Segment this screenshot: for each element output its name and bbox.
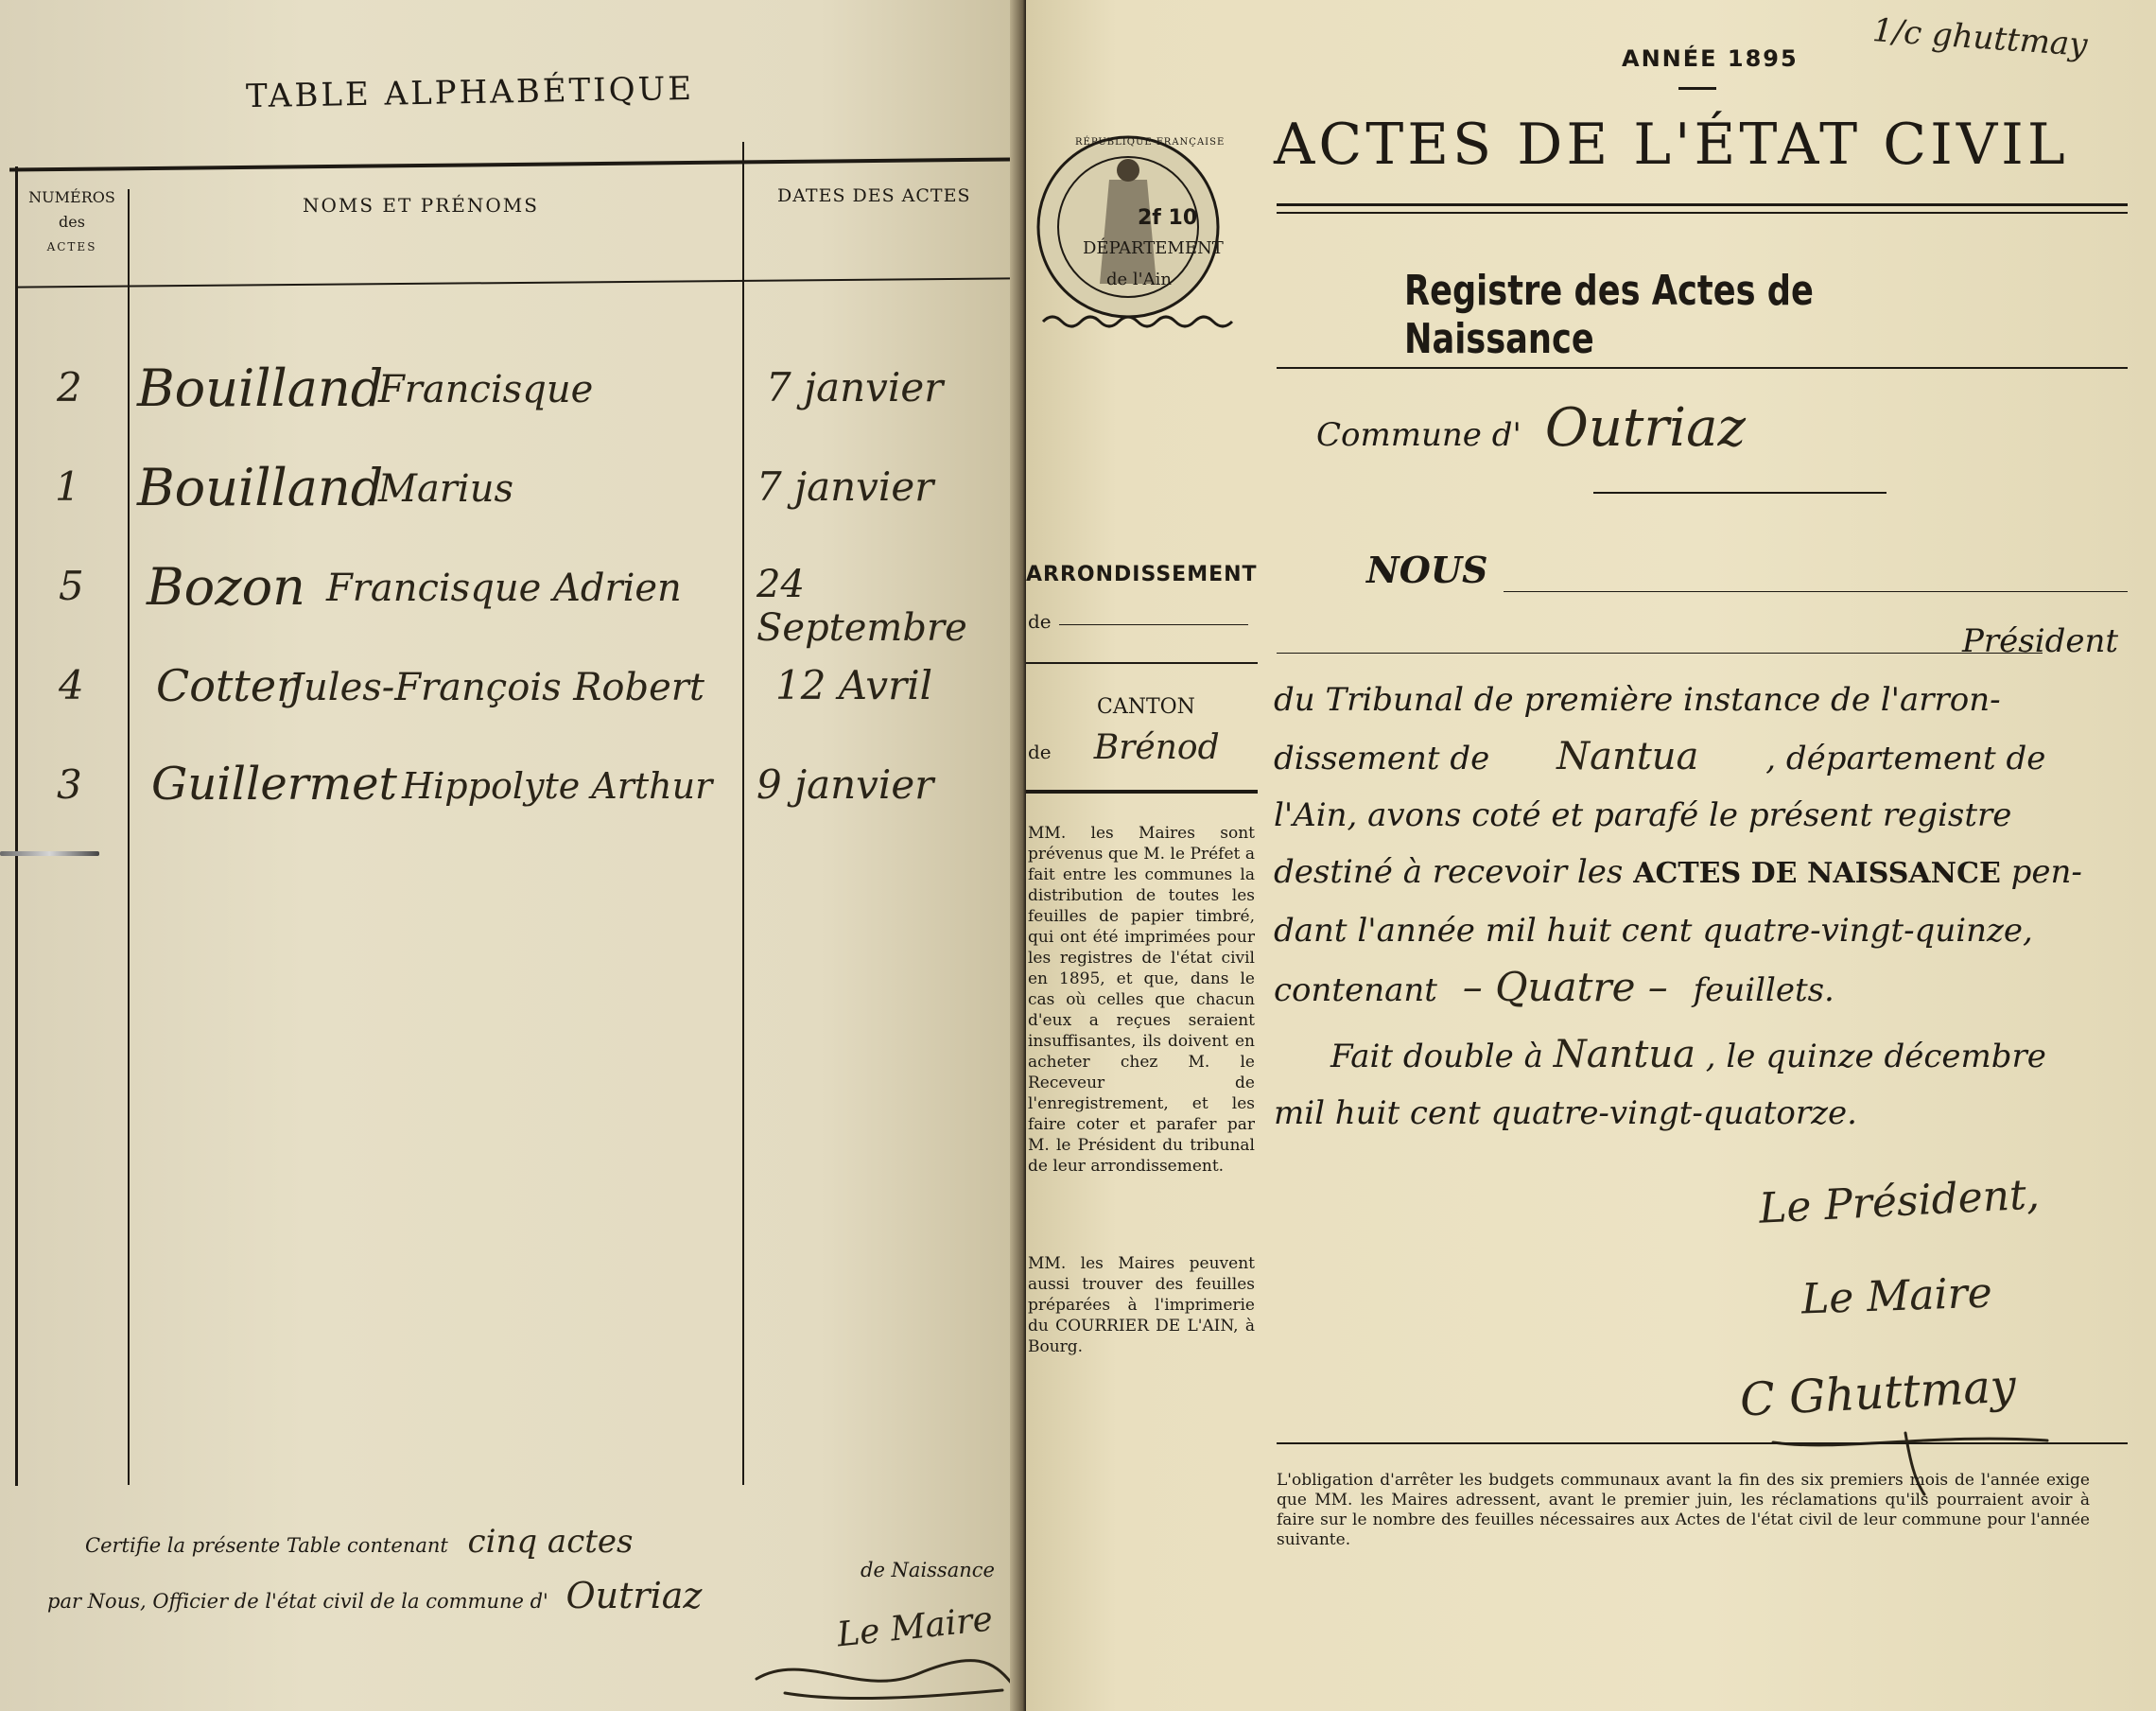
row-prenoms: Francisque [378, 368, 594, 411]
body-fait-lieu: Nantua [1553, 1033, 1695, 1076]
row-date: 9 janvier [756, 761, 934, 808]
stamp-of: de l'Ain [1106, 270, 1172, 289]
header-rule [17, 277, 1012, 288]
year-heading: ANNÉE 1895 [1622, 45, 1799, 72]
row-date: 12 Avril [775, 662, 933, 708]
row-date: 7 janvier [756, 463, 934, 510]
certify-line-2: par Nous, Officier de l'état civil de la commune d' Outriaz [47, 1575, 703, 1616]
arrondissement-label: ARRONDISSEMENT [1026, 563, 1258, 586]
body-arrondissement: Nantua [1556, 735, 1699, 778]
table-title: TABLE ALPHABÉTIQUE [245, 69, 695, 116]
row-prenoms: Hippolyte Arthur [402, 765, 713, 807]
row-nom: Bouilland [137, 358, 384, 418]
commune-value: Outriaz [1544, 397, 1746, 459]
nous-label: NOUS [1366, 549, 1488, 591]
row-prenoms: Marius [378, 467, 514, 511]
subtitle-rule [1277, 367, 2128, 369]
signature-president: Le Président, [1757, 1170, 2041, 1233]
president-line [1277, 653, 2043, 654]
col-header-dates: DATES DES ACTES [777, 185, 971, 206]
col-header-numeros: NUMÉROS des ACTES [28, 188, 115, 253]
sidebar-rule-1 [1026, 662, 1258, 664]
top-handwritten-note: 1/c ghuttmay [1870, 11, 2089, 64]
year-rule [1678, 87, 1716, 90]
row-prenoms: Francisque Adrien [326, 567, 682, 610]
commune-underline [1593, 492, 1886, 494]
main-title: ACTES DE L'ÉTAT CIVIL [1274, 112, 2069, 178]
signature-maire: Le Maire [1800, 1268, 1993, 1324]
table-row [0, 662, 1012, 728]
needle-icon [0, 851, 99, 856]
footer-notice: L'obligation d'arrêter les budgets communaux avant la fin des six premiers mois de l'année exige que MM. les Maires adressent, avant le premier juin, les réclamations qu'ils pourraient avoir à faire sur le nombre des feuilles nécessaires aux Actes de l'état civil de leur commune pour l'année suivante. [1277, 1471, 2090, 1549]
canton-row: de Brénod [1028, 728, 1220, 767]
register-subtitle: Registre des Actes de Naissance [1404, 267, 1814, 363]
mayor-signature: Le Maire [835, 1599, 995, 1655]
signature-clerk: C Ghuttmay [1738, 1359, 2018, 1427]
row-num: 2 [57, 364, 82, 410]
sidebar-notice-2: MM. les Maires peuvent aussi trouver des feuilles préparées à l'imprimerie du COURRIER DE L'AIN, à Bourg. [1028, 1254, 1255, 1356]
row-prenoms: Jules-François Robert [288, 666, 704, 709]
certify-commune: Outriaz [565, 1575, 703, 1616]
table-row [0, 458, 1012, 530]
signature-flourish-icon [747, 1641, 1021, 1707]
body-text: du Tribunal de première instance de l'arron- dissement de Nantua , département de l'Ain, avons coté et parafé le présent registre destiné à recevoir les ACTES DE NAISSANCE pen- dant l'année mil huit cent quatre-vingt-quinze, contenant – Quatre – feuillets. Fait double à Nantua , le quinze décembre mil huit cent quatre-vingt-quatorze. [1274, 681, 2082, 1132]
title-rule-2 [1277, 212, 2128, 214]
right-page [1026, 0, 2156, 1711]
arrondissement-de: de [1028, 610, 1052, 633]
president-label: Président [1962, 622, 2119, 660]
arrondissement-line [1059, 624, 1248, 625]
sidebar-notice-1: MM. les Maires sont prévenus que M. le Préfet a fait entre les communes la distribution de toutes les feuilles de papier timbré, qui ont été imprimées pour les registres de l'état civil en 1895, et que, dans le cas où celles que chacun d'eux a reçues seraient insuffisantes, ils doivent en acheter chez M. le Receveur de l'enregistrement, et les faire coter et parafer par M. le Président du tribunal de leur arrondissement. [1028, 824, 1255, 1176]
sidebar-rule-2 [1026, 790, 1258, 794]
table-row [0, 758, 1012, 828]
row-nom: Guillermet [151, 758, 397, 811]
row-date: 24 Septembre [756, 563, 967, 650]
commune-row: Commune d' Outriaz [1316, 397, 1746, 459]
row-num: 1 [55, 463, 80, 510]
stamp-value: 2f 10 [1138, 206, 1198, 230]
row-num: 5 [59, 563, 84, 609]
nous-line [1504, 591, 2128, 592]
table-top-border [9, 157, 1012, 171]
body-feuillets-count: – Quatre – [1462, 964, 1668, 1010]
row-num: 4 [59, 662, 84, 708]
canton-label: CANTON [1097, 695, 1195, 719]
row-date: 7 janvier [766, 364, 944, 410]
col-header-noms: NOMS ET PRÉNOMS [303, 194, 539, 217]
table-row [0, 358, 1012, 430]
left-page [0, 0, 1026, 1711]
row-nom: Bozon [147, 557, 305, 617]
row-nom: Bouilland [137, 458, 384, 517]
certify-count: cinq actes [467, 1523, 634, 1561]
title-rule-1 [1277, 203, 2128, 206]
stamp-dept: DÉPARTEMENT [1083, 238, 1224, 258]
certify-line-1: Certifie la présente Table contenant cinq actes de Naissance [85, 1523, 995, 1581]
row-num: 3 [57, 761, 82, 808]
row-nom: Cotter [156, 660, 298, 711]
footer-rule [1277, 1442, 2128, 1444]
canton-value: Brénod [1093, 728, 1220, 767]
table-row [0, 557, 1012, 650]
stamp-top: RÉPUBLIQUE FRANÇAISE [1075, 137, 1226, 148]
